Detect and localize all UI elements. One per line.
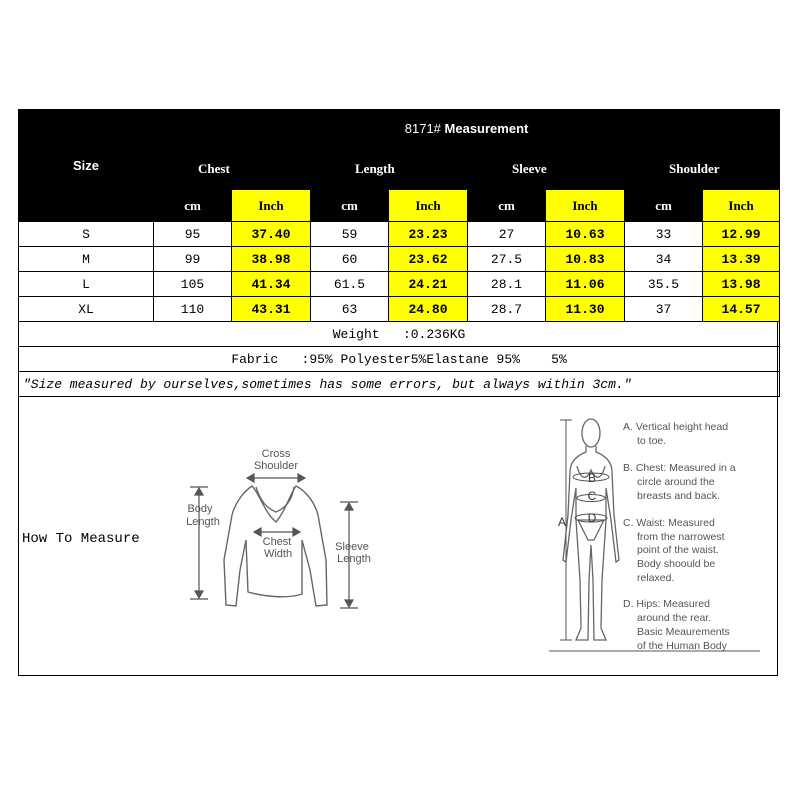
value-cell: 99 [154, 247, 232, 272]
unit-cm: cm [625, 190, 703, 222]
letter-b: B [587, 471, 597, 485]
size-chart-table [18, 109, 780, 397]
note-c-line-3: point of the waist. [637, 544, 719, 556]
fabric-row: Fabric :95% Polyester5%Elastane 95% 5% [19, 347, 780, 372]
note-a-line-1: A. Vertical height head [623, 421, 729, 433]
note-c-line-5: relaxed. [637, 572, 675, 584]
unit-cm: cm [311, 190, 389, 222]
group-length: Length [311, 148, 468, 190]
note-b-line-3: breasts and back. [637, 490, 720, 502]
chest-width-label-1: Chest [262, 536, 292, 548]
value-cell: 110 [154, 297, 232, 322]
value-cell: 11.06 [546, 272, 625, 297]
value-cell: 60 [311, 247, 389, 272]
weight-row: Weight :0.236KG [19, 322, 780, 347]
unit-inch: Inch [703, 190, 780, 222]
group-chest: Chest [154, 148, 311, 190]
value-cell: 27 [468, 222, 546, 247]
value-cell: 10.63 [546, 222, 625, 247]
how-to-measure-label: How To Measure [22, 531, 140, 547]
value-cell: 95 [154, 222, 232, 247]
value-cell: 35.5 [625, 272, 703, 297]
note-a-line-2: to toe. [637, 435, 667, 447]
value-cell: 43.31 [232, 297, 311, 322]
size-header: Size [19, 110, 154, 222]
value-cell: 13.39 [703, 247, 780, 272]
value-cell: 14.57 [703, 297, 780, 322]
value-cell: 11.30 [546, 297, 625, 322]
value-cell: 61.5 [311, 272, 389, 297]
sleeve-length-label-1: Sleeve [335, 541, 369, 553]
table-row [19, 297, 780, 322]
size-cell: L [19, 272, 154, 297]
note-d-line-3: Basic Meaurements [637, 626, 730, 638]
note-c-line-1: C. Waist: Measured [623, 517, 715, 529]
value-cell: 41.34 [232, 272, 311, 297]
chest-width-label-2: Width [263, 548, 293, 560]
unit-cm: cm [468, 190, 546, 222]
value-cell: 12.99 [703, 222, 780, 247]
body-length-label-2: Length [186, 516, 220, 528]
table-row [19, 272, 780, 297]
value-cell: 37 [625, 297, 703, 322]
unit-inch: Inch [546, 190, 625, 222]
value-cell: 38.98 [232, 247, 311, 272]
note-c-line-4: Body shoould be [637, 558, 716, 570]
unit-cm: cm [154, 190, 232, 222]
value-cell: 23.23 [389, 222, 468, 247]
chart-title [154, 110, 780, 148]
group-sleeve: Sleeve [468, 148, 625, 190]
cross-shoulder-label-2: Shoulder [253, 460, 299, 472]
cross-shoulder-label-1: Cross [261, 448, 291, 460]
value-cell: 28.7 [468, 297, 546, 322]
note-b-line-1: B. Chest: Measured in a [623, 462, 736, 474]
body-length-label-1: Body [187, 503, 213, 515]
size-note: "Size measured by ourselves,sometimes has some errors, but always within 3cm." [19, 372, 780, 397]
value-cell: 63 [311, 297, 389, 322]
size-cell: S [19, 222, 154, 247]
note-c-line-2: from the narrowest [637, 531, 725, 543]
size-cell: M [19, 247, 154, 272]
note-b-line-2: circle around the [637, 476, 715, 488]
size-cell: XL [19, 297, 154, 322]
value-cell: 33 [625, 222, 703, 247]
value-cell: 24.21 [389, 272, 468, 297]
sleeve-length-label-2: Length [337, 553, 371, 565]
value-cell: 24.80 [389, 297, 468, 322]
value-cell: 10.83 [546, 247, 625, 272]
value-cell: 37.40 [232, 222, 311, 247]
letter-c: C [587, 489, 597, 503]
letter-a: A [557, 515, 567, 529]
value-cell: 59 [311, 222, 389, 247]
chart-title-word: Measurement [444, 121, 529, 136]
chart-title-code: 8171# [404, 121, 441, 136]
group-shoulder: Shoulder [625, 148, 780, 190]
table-row [19, 247, 780, 272]
note-d-line-1: D. Hips: Measured [623, 598, 710, 610]
value-cell: 23.62 [389, 247, 468, 272]
note-d-line-4: of the Human Body [637, 640, 727, 652]
unit-inch: Inch [389, 190, 468, 222]
unit-inch: Inch [232, 190, 311, 222]
value-cell: 13.98 [703, 272, 780, 297]
note-d-line-2: around the rear. [637, 612, 712, 624]
letter-d: D [587, 511, 597, 525]
table-row [19, 222, 780, 247]
value-cell: 27.5 [468, 247, 546, 272]
value-cell: 28.1 [468, 272, 546, 297]
value-cell: 105 [154, 272, 232, 297]
value-cell: 34 [625, 247, 703, 272]
